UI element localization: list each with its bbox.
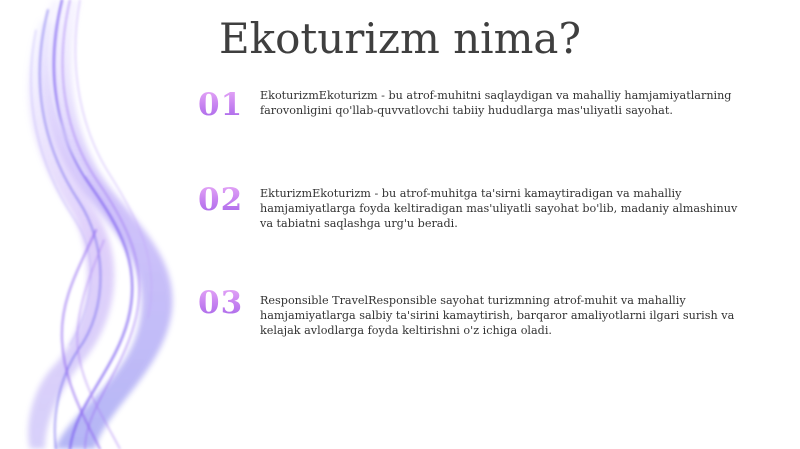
item-text: EkoturizmEkoturizm - bu atrof-muhitni saqlaydigan va mahalliy hamjamiyatlarning farovonligini qo'llab-quvvatlovchi tabiiy hududlarga mas'uliyatli sayohat. [260, 89, 732, 117]
list-item [198, 88, 758, 148]
item-number: 03 [198, 285, 244, 321]
item-text: EkturizmEkoturizm - bu atrof-muhitga ta'sirni kamaytiradigan va mahalliy hamjamiyatlarga foyda keltiradigan mas'uliyatli sayohat bo'lib, madaniy almashinuv va tabiatni saqlashga urg'u beradi. [260, 187, 738, 230]
item-number: 02 [198, 182, 244, 218]
item-number: 01 [198, 87, 244, 123]
item-text: Responsible TravelResponsible sayohat turizmning atrof-muhit va mahalliy hamjamiyatlarga salbiy ta'sirini kamaytirish, barqaror amaliyotlarni ilgari surish va kelajak avlodlarga foyda keltirishni o'z ichiga oladi. [260, 294, 735, 337]
page-title: Ekoturizm nima? [218, 14, 581, 63]
list-item [198, 286, 758, 346]
purple-smoke-ribbon [0, 0, 200, 449]
list-item [198, 183, 758, 243]
